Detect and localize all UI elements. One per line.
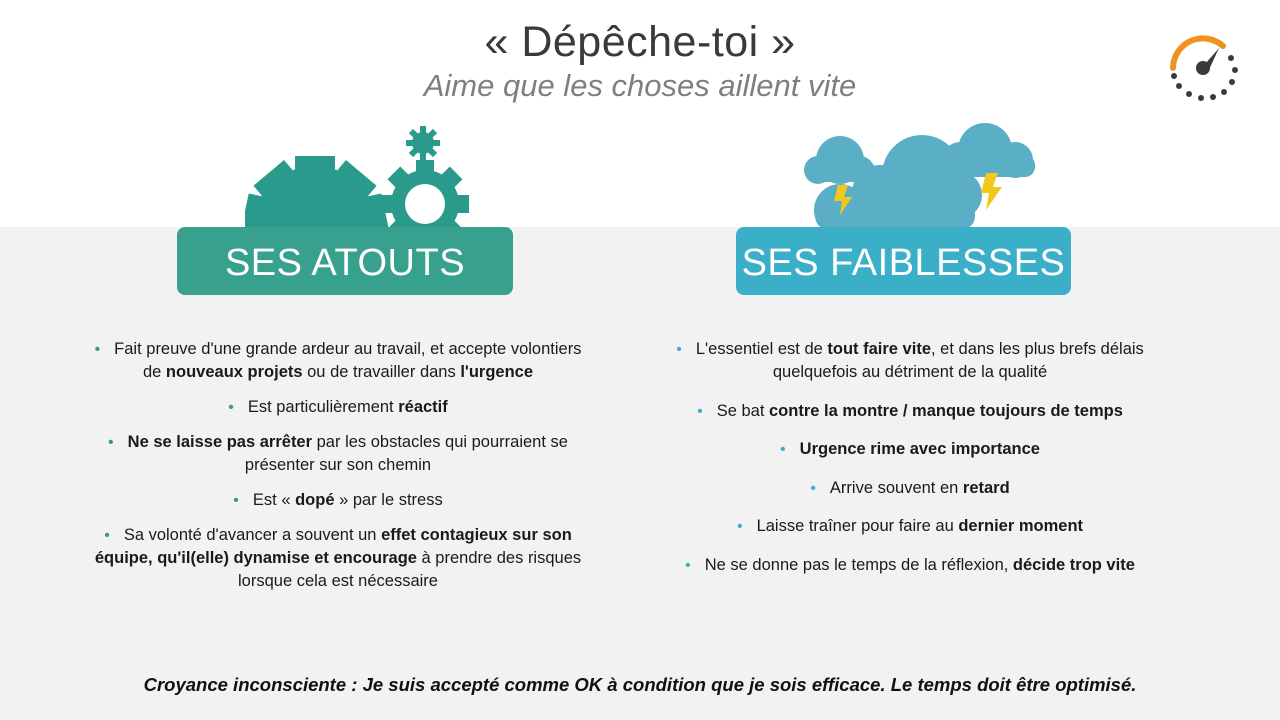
atouts-list xyxy=(88,338,588,605)
item-text: L'essentiel est de xyxy=(695,340,828,358)
emphasis-text: l'urgence xyxy=(460,363,534,381)
page-subtitle: Aime que les choses aillent vite xyxy=(423,68,857,103)
item-text: ou de travailler dans xyxy=(302,363,461,381)
list-item xyxy=(640,338,1180,384)
emphasis-text: nouveaux projets xyxy=(165,363,303,381)
emphasis-text: décide trop vite xyxy=(1012,555,1135,574)
emphasis-text: dopé xyxy=(295,491,335,509)
faiblesses-list xyxy=(640,338,1180,592)
list-item xyxy=(88,489,588,512)
storm-clouds-icon xyxy=(800,115,1045,240)
list-item xyxy=(640,515,1180,538)
item-text: Fait preuve d'une grande ardeur au travail, et accepte volontiers de xyxy=(114,340,582,381)
list-item xyxy=(88,338,588,384)
footer-belief: Croyance inconsciente : Je suis accepté comme OK à condition que je sois efficace. Le temps doit être optimisé. xyxy=(143,674,1137,695)
item-text: Laisse traîner pour faire au xyxy=(756,517,959,535)
list-item xyxy=(640,400,1180,423)
item-text: Se bat xyxy=(716,401,769,420)
emphasis-text: Urgence rime avec importance xyxy=(799,440,1040,458)
gears-icon xyxy=(245,118,475,228)
item-text: à prendre des risques lorsque cela est nécessaire xyxy=(238,549,582,590)
item-text: Arrive souvent en xyxy=(829,478,963,497)
emphasis-text: dernier moment xyxy=(958,517,1084,535)
list-item xyxy=(640,477,1180,500)
item-text: , et dans les plus brefs délais quelquefois au détriment de la qualité xyxy=(772,340,1144,381)
item-text: Sa volonté d'avancer a souvent un xyxy=(123,526,382,544)
emphasis-text: tout faire vite xyxy=(827,340,931,358)
emphasis-text: retard xyxy=(962,478,1010,497)
item-text: Est particulièrement xyxy=(247,398,399,416)
list-item xyxy=(88,396,588,419)
list-item xyxy=(88,524,588,593)
list-item xyxy=(640,554,1180,577)
emphasis-text: Ne se laisse pas arrêter xyxy=(127,433,313,451)
list-item xyxy=(88,431,588,477)
list-item xyxy=(640,438,1180,461)
item-text: Ne se donne pas le temps de la réflexion, xyxy=(704,555,1013,574)
page-title: « Dépêche-toi » xyxy=(484,18,796,66)
item-text: Est « xyxy=(252,491,296,509)
faiblesses-banner: SES FAIBLESSES xyxy=(736,227,1071,295)
emphasis-text: effet contagieux sur son équipe, qu'il(elle) dynamise et encourage xyxy=(94,526,572,567)
atouts-banner: SES ATOUTS xyxy=(177,227,513,295)
emphasis-text: contre la montre / manque toujours de temps xyxy=(769,401,1123,420)
item-text: » par le stress xyxy=(334,491,443,509)
speedometer-icon xyxy=(1163,30,1243,110)
emphasis-text: réactif xyxy=(398,398,448,416)
item-text: par les obstacles qui pourraient se présenter sur son chemin xyxy=(244,433,568,474)
